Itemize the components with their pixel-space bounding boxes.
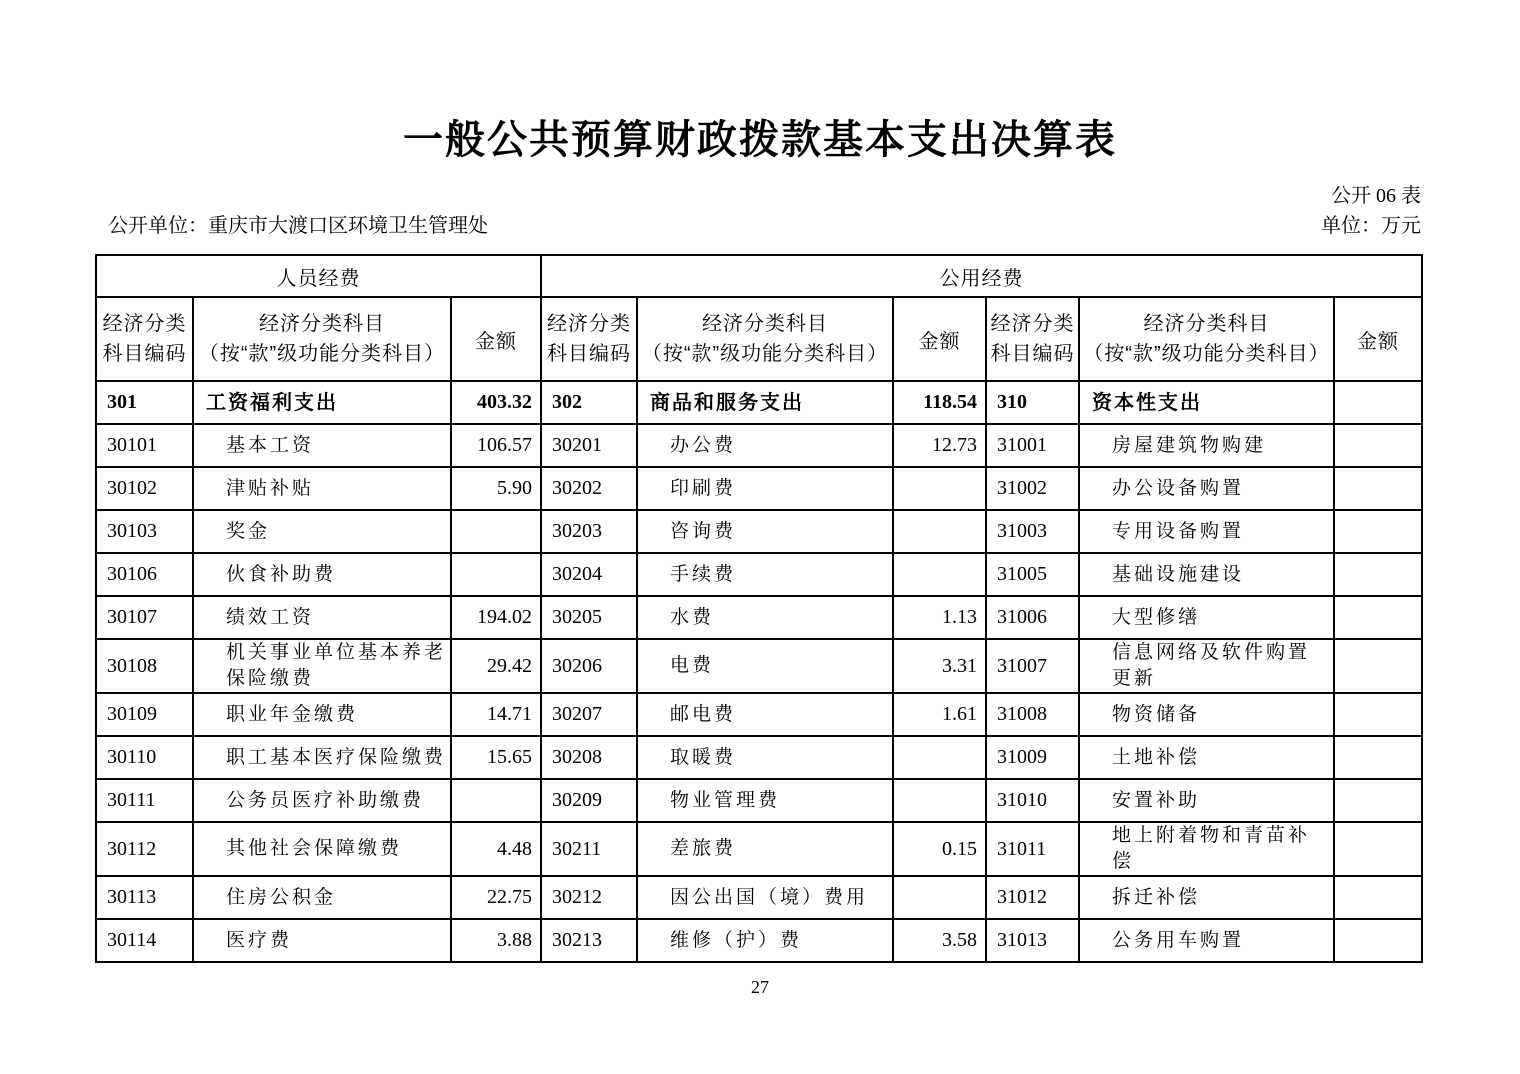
amount-cell: 3.31 [893, 639, 986, 693]
subject-cell: 办公费 [637, 424, 893, 467]
amount-cell: 1.61 [893, 693, 986, 736]
table-row [96, 779, 1422, 822]
amount-cell [1334, 693, 1422, 736]
code-cell: 31002 [986, 467, 1079, 510]
code-cell: 31012 [986, 876, 1079, 919]
code-cell: 30103 [96, 510, 193, 553]
subject-cell: 绩效工资 [193, 596, 451, 639]
amount-cell [893, 779, 986, 822]
amount-cell [893, 510, 986, 553]
subject-cell: 基本工资 [193, 424, 451, 467]
amount-cell: 194.02 [451, 596, 541, 639]
subject-cell: 水费 [637, 596, 893, 639]
subject-cell: 维修（护）费 [637, 919, 893, 962]
subject-cell: 其他社会保障缴费 [193, 822, 451, 876]
subject-cell: 印刷费 [637, 467, 893, 510]
table-row [96, 822, 1422, 876]
amount-cell [451, 510, 541, 553]
form-number-label: 公开 06 表 [1331, 185, 1421, 207]
header-subject-line2: （按“款”级功能分类科目） [198, 343, 446, 365]
subject-cell: 资本性支出 [1079, 381, 1334, 424]
code-cell: 310 [986, 381, 1079, 424]
amount-cell [1334, 779, 1422, 822]
amount-cell [451, 553, 541, 596]
subject-cell: 取暖费 [637, 736, 893, 779]
subject-cell: 专用设备购置 [1079, 510, 1334, 553]
subject-cell: 咨询费 [637, 510, 893, 553]
subject-cell: 因公出国（境）费用 [637, 876, 893, 919]
amount-cell [893, 553, 986, 596]
amount-cell [1334, 467, 1422, 510]
amount-cell: 5.90 [451, 467, 541, 510]
header-amount-3: 金额 [1334, 297, 1422, 381]
code-cell: 31013 [986, 919, 1079, 962]
header-subject-2 [637, 297, 893, 381]
amount-cell: 12.73 [893, 424, 986, 467]
header-subject-line1: 经济分类科目 [702, 313, 829, 335]
code-cell: 31007 [986, 639, 1079, 693]
subject-cell: 安置补助 [1079, 779, 1334, 822]
code-cell: 30213 [541, 919, 637, 962]
code-cell: 30205 [541, 596, 637, 639]
subject-cell: 拆迁补偿 [1079, 876, 1334, 919]
meta-line [108, 212, 1421, 240]
header-code-1 [96, 297, 193, 381]
code-cell: 31003 [986, 510, 1079, 553]
code-cell: 30201 [541, 424, 637, 467]
amount-cell: 3.58 [893, 919, 986, 962]
amount-cell: 15.65 [451, 736, 541, 779]
code-cell: 30211 [541, 822, 637, 876]
header-subject-line1: 经济分类科目 [259, 313, 385, 335]
code-cell: 30212 [541, 876, 637, 919]
amount-cell [451, 779, 541, 822]
subject-cell: 差旅费 [637, 822, 893, 876]
subject-cell: 邮电费 [637, 693, 893, 736]
amount-cell [1334, 424, 1422, 467]
subject-cell: 职工基本医疗保险缴费 [193, 736, 451, 779]
code-cell: 31011 [986, 822, 1079, 876]
group-header-row [96, 255, 1422, 297]
amount-cell: 4.48 [451, 822, 541, 876]
table-row [96, 876, 1422, 919]
code-cell: 30112 [96, 822, 193, 876]
subject-cell: 住房公积金 [193, 876, 451, 919]
subject-cell: 职业年金缴费 [193, 693, 451, 736]
amount-cell [1334, 381, 1422, 424]
column-header-row [96, 297, 1422, 381]
amount-cell: 106.57 [451, 424, 541, 467]
code-cell: 31010 [986, 779, 1079, 822]
header-amount-2: 金额 [893, 297, 986, 381]
page-title: 一般公共预算财政拨款基本支出决算表 [403, 117, 1117, 162]
amount-cell: 14.71 [451, 693, 541, 736]
publisher-label: 公开单位：重庆市大渡口区环境卫生管理处 [108, 215, 488, 237]
subject-cell: 房屋建筑物购建 [1079, 424, 1334, 467]
table-row [96, 510, 1422, 553]
table-row [96, 596, 1422, 639]
header-subject-line2: （按“款”级功能分类科目） [1083, 343, 1330, 365]
amount-cell [1334, 919, 1422, 962]
header-subject-1 [193, 297, 451, 381]
section-total-row [96, 381, 1422, 424]
code-cell: 31006 [986, 596, 1079, 639]
header-code-line2: 科目编码 [102, 343, 187, 365]
subject-cell: 大型修缮 [1079, 596, 1334, 639]
subject-cell: 手续费 [637, 553, 893, 596]
page-number: 27 [751, 977, 769, 997]
code-cell: 30106 [96, 553, 193, 596]
group-header-personnel: 人员经费 [96, 255, 541, 297]
amount-cell: 0.15 [893, 822, 986, 876]
code-cell: 30203 [541, 510, 637, 553]
amount-cell [893, 876, 986, 919]
unit-label: 单位：万元 [1321, 215, 1421, 237]
amount-cell: 22.75 [451, 876, 541, 919]
subject-cell: 伙食补助费 [193, 553, 451, 596]
code-cell: 30208 [541, 736, 637, 779]
table-row [96, 693, 1422, 736]
table-row [96, 553, 1422, 596]
code-cell: 31008 [986, 693, 1079, 736]
header-subject-line2: （按“款”级功能分类科目） [641, 343, 889, 365]
subject-cell: 津贴补贴 [193, 467, 451, 510]
budget-table [95, 254, 1423, 963]
code-cell: 31005 [986, 553, 1079, 596]
code-cell: 30114 [96, 919, 193, 962]
header-subject-3 [1079, 297, 1334, 381]
amount-cell [1334, 736, 1422, 779]
header-code-line2: 科目编码 [547, 343, 632, 365]
header-code-line1: 经济分类 [547, 313, 632, 335]
code-cell: 30207 [541, 693, 637, 736]
amount-cell [1334, 510, 1422, 553]
table-row [96, 467, 1422, 510]
header-code-line1: 经济分类 [102, 313, 187, 335]
table-row [96, 424, 1422, 467]
amount-cell: 29.42 [451, 639, 541, 693]
amount-cell [893, 467, 986, 510]
subject-cell: 商品和服务支出 [637, 381, 893, 424]
amount-cell: 1.13 [893, 596, 986, 639]
subject-cell: 电费 [637, 639, 893, 693]
code-cell: 31001 [986, 424, 1079, 467]
subject-cell: 工资福利支出 [193, 381, 451, 424]
header-code-3 [986, 297, 1079, 381]
code-cell: 30109 [96, 693, 193, 736]
table-body [96, 381, 1422, 962]
amount-cell: 403.32 [451, 381, 541, 424]
subject-cell: 机关事业单位基本养老保险缴费 [193, 639, 451, 693]
table-row [96, 639, 1422, 693]
amount-cell [1334, 639, 1422, 693]
code-cell: 30111 [96, 779, 193, 822]
subject-cell: 奖金 [193, 510, 451, 553]
code-cell: 30102 [96, 467, 193, 510]
table-row [96, 736, 1422, 779]
code-cell: 301 [96, 381, 193, 424]
group-header-public: 公用经费 [541, 255, 1422, 297]
table-row [96, 919, 1422, 962]
subject-cell: 信息网络及软件购置更新 [1079, 639, 1334, 693]
subject-cell: 办公设备购置 [1079, 467, 1334, 510]
amount-cell [1334, 553, 1422, 596]
header-amount-1: 金额 [451, 297, 541, 381]
code-cell: 30101 [96, 424, 193, 467]
subject-cell: 医疗费 [193, 919, 451, 962]
subject-cell: 地上附着物和青苗补偿 [1079, 822, 1334, 876]
code-cell: 30107 [96, 596, 193, 639]
header-code-line1: 经济分类 [990, 313, 1075, 335]
document-page [0, 118, 1520, 1074]
code-cell: 30110 [96, 736, 193, 779]
code-cell: 30113 [96, 876, 193, 919]
header-subject-line1: 经济分类科目 [1143, 313, 1270, 335]
amount-cell: 118.54 [893, 381, 986, 424]
code-cell: 30202 [541, 467, 637, 510]
subject-cell: 公务员医疗补助缴费 [193, 779, 451, 822]
subject-cell: 公务用车购置 [1079, 919, 1334, 962]
header-code-2 [541, 297, 637, 381]
amount-cell: 3.88 [451, 919, 541, 962]
code-cell: 30204 [541, 553, 637, 596]
amount-cell [1334, 876, 1422, 919]
header-code-line2: 科目编码 [990, 343, 1075, 365]
code-cell: 30209 [541, 779, 637, 822]
subject-cell: 土地补偿 [1079, 736, 1334, 779]
code-cell: 31009 [986, 736, 1079, 779]
subject-cell: 物业管理费 [637, 779, 893, 822]
code-cell: 30108 [96, 639, 193, 693]
amount-cell [893, 736, 986, 779]
code-cell: 302 [541, 381, 637, 424]
amount-cell [1334, 822, 1422, 876]
subject-cell: 物资储备 [1079, 693, 1334, 736]
subject-cell: 基础设施建设 [1079, 553, 1334, 596]
code-cell: 30206 [541, 639, 637, 693]
amount-cell [1334, 596, 1422, 639]
